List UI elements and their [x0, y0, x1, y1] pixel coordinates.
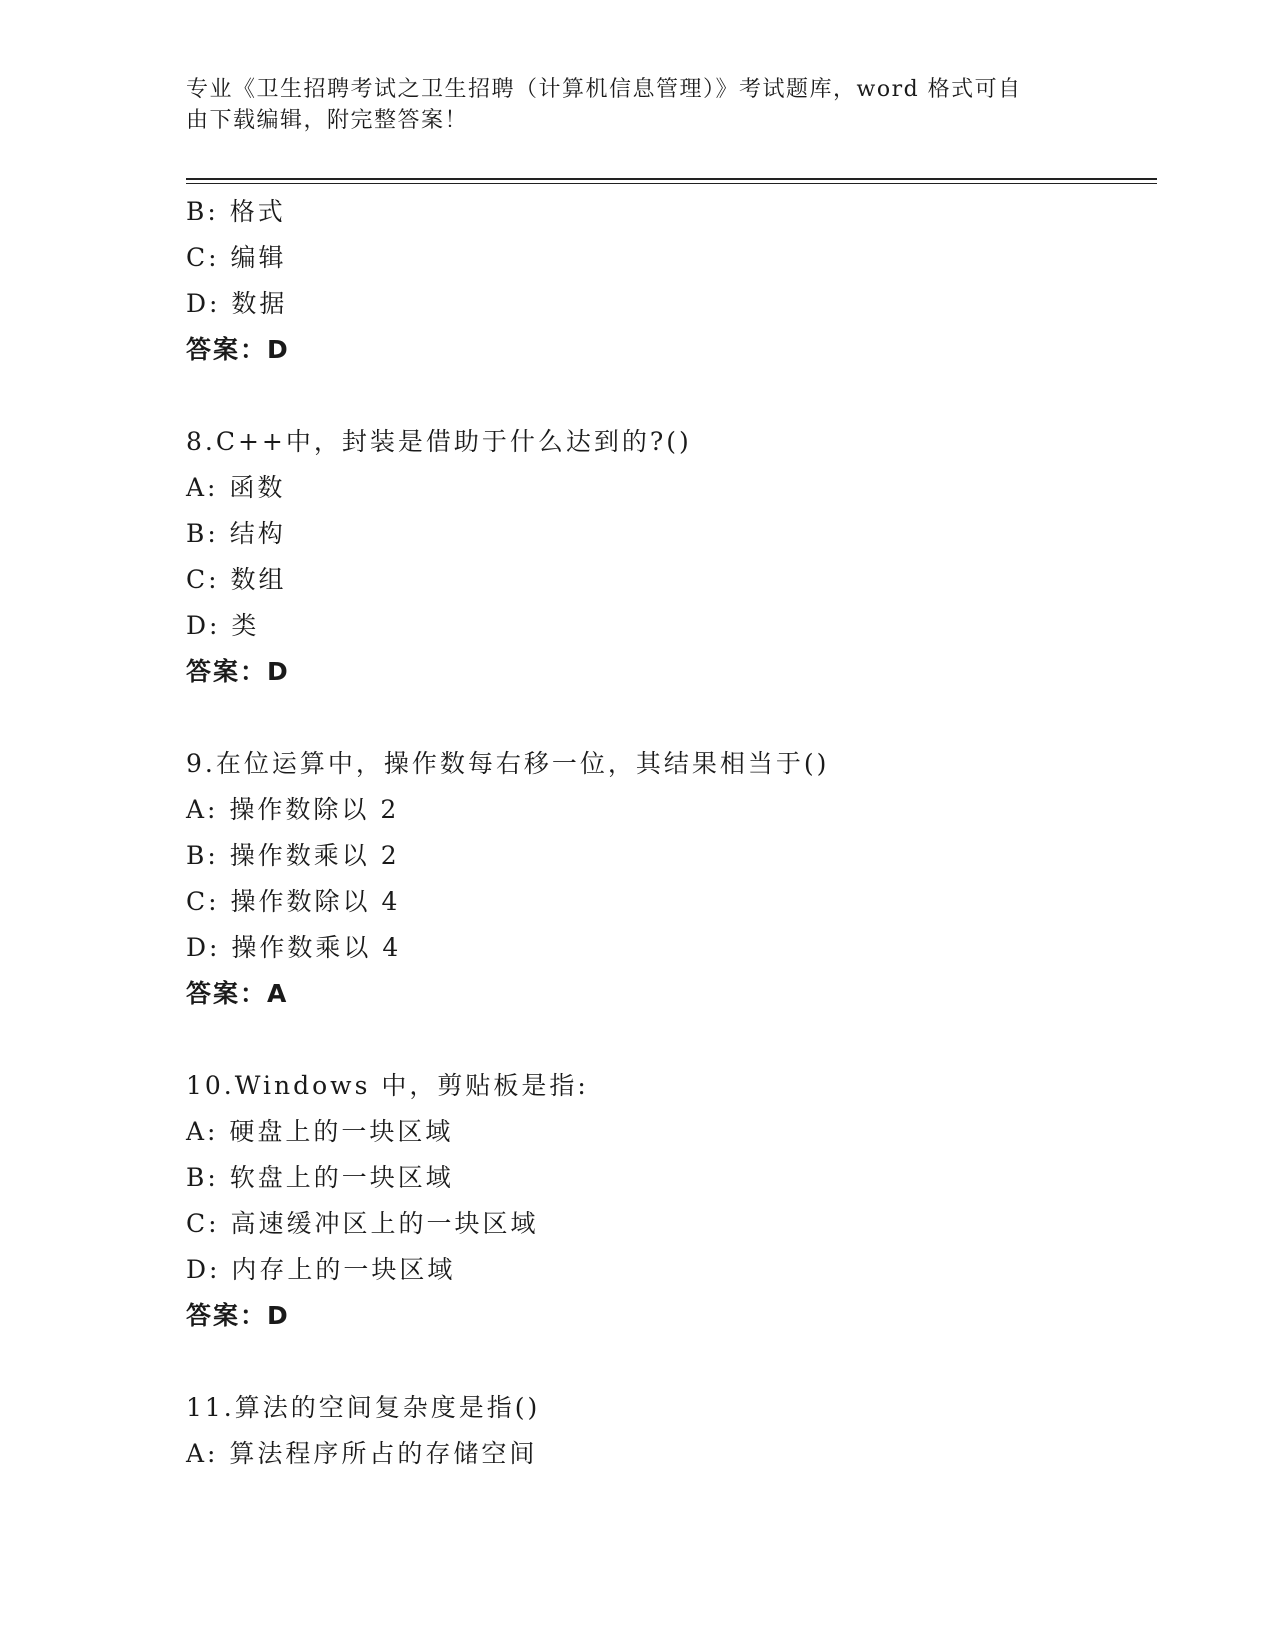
- option-d: D: 操作数乘以 4: [186, 933, 402, 962]
- question-10: [186, 1063, 1146, 1339]
- question-partial: [186, 189, 1146, 373]
- spacer: [186, 695, 1146, 741]
- option-c: C: 数组: [186, 565, 287, 594]
- header-line-2: 由下载编辑，附完整答案！: [186, 108, 469, 133]
- option-c: C: 高速缓冲区上的一块区域: [186, 1209, 539, 1238]
- question-8: [186, 419, 1146, 695]
- question-9: [186, 741, 1146, 1017]
- option-b: B: 软盘上的一块区域: [186, 1163, 454, 1192]
- option-a: A: 函数: [186, 473, 286, 502]
- question-stem: 10.Windows 中，剪贴板是指:: [186, 1071, 589, 1100]
- answer-line: 答案：D: [186, 1301, 290, 1330]
- option-a: A: 算法程序所占的存储空间: [186, 1439, 538, 1468]
- question-11: [186, 1385, 1146, 1477]
- option-b: B: 操作数乘以 2: [186, 841, 400, 870]
- question-stem: 8.C++中，封装是借助于什么达到的?(): [186, 427, 692, 456]
- option-c: C: 编辑: [186, 243, 287, 272]
- question-stem: 9.在位运算中，操作数每右移一位，其结果相当于(): [186, 749, 830, 778]
- question-stem: 11.算法的空间复杂度是指(): [186, 1393, 541, 1422]
- answer-line: 答案：A: [186, 979, 289, 1008]
- spacer: [186, 1017, 1146, 1063]
- question-list: [186, 189, 1146, 1477]
- option-b: B: 结构: [186, 519, 286, 548]
- document-header: [186, 74, 1066, 136]
- spacer: [186, 373, 1146, 419]
- header-divider-thick: [186, 178, 1157, 180]
- option-d: D: 内存上的一块区域: [186, 1255, 456, 1284]
- option-b: B: 格式: [186, 197, 286, 226]
- answer-line: 答案：D: [186, 335, 290, 364]
- option-d: D: 类: [186, 611, 260, 640]
- answer-line: 答案：D: [186, 657, 290, 686]
- header-line-1: 专业《卫生招聘考试之卫生招聘（计算机信息管理）》考试题库，word 格式可自: [186, 77, 1022, 102]
- option-c: C: 操作数除以 4: [186, 887, 401, 916]
- option-d: D: 数据: [186, 289, 288, 318]
- option-a: A: 硬盘上的一块区域: [186, 1117, 454, 1146]
- header-divider-thin: [186, 183, 1157, 184]
- option-a: A: 操作数除以 2: [186, 795, 400, 824]
- spacer: [186, 1339, 1146, 1385]
